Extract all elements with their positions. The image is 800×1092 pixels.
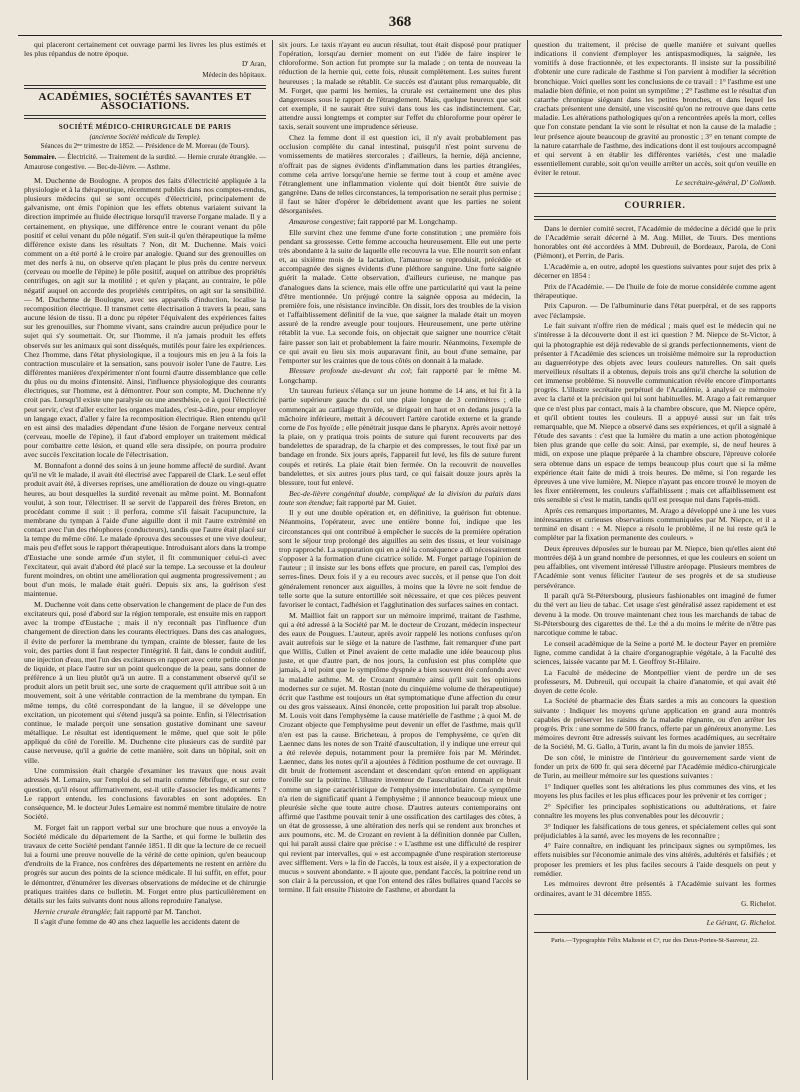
paragraph: six jours. Le taxis n'ayant eu aucun résultat, tout était disposé pour pratiquer l'opération, lorsqu'au dernier moment on eut l'idée de faire inspirer le chloroforme. Son action fut prompte sur la malade ; on tenta de nouveau la réduction de la hernie qui, cette fois, réussit complètement. Les suites furent heureuses ; la malade se rétablit. Ce succès est d'autant plus remarquable, dit M. Forget, que parmi les hernies, la crurale est certainement une des plus dangereuses sous le rapport de l'étranglement. Mais, quelque heureux que soit cet exemple, il ne saurait être suivi dans tous les cas indistinctement. Car, attendre aussi longtemps et compter sur l'effet du chloroforme pour opérer le taxis, serait souvent une imprudence sérieuse.	[279, 40, 521, 132]
society-name: SOCIÉTÉ MÉDICO-CHIRURGICALE DE PARIS	[58, 122, 232, 131]
paragraph: Il paraît qu'à St-Pétersbourg, plusieurs fashionables ont imaginé de fumer du thé vert au lieu de tabac. Cet usage s'est généralisé assez rapidement et est devenu à la mode. On trouve maintenant chez tous les marchands de tabac de St-Pétersbourg des cigarettes de thé. Le thé a du moins le mérite de n'être pas narcotique comme le tabac.	[534, 591, 776, 637]
paragraph: 2° Spécifier les principales sophistications ou adultérations, et faire connaître les moyens les plus convenables pour les découvrir ;	[534, 801, 776, 820]
paragraph: Un taureau furieux s'élança sur un jeune homme de 14 ans, et lui fit à la partie supérieure gauche du col une plaie longue de 3 centimètres ; elle commençait au cartilage thyroïde, se dirigeait en haut et en dedans jusqu'à la mâchoire inférieure, mettait à découvert l'artère carotide externe et la grande corne de l'os hyoïde ; elle pénétrait jusque dans le pharynx. Après avoir nettoyé la plaie, on y pratiqua trois points de suture qui furent recouverts par des bandelettes de sparadrap, de la charpie et des compresses, le tout fixé par un bandage en fronde. Six jours après, l'appareil fut levé, les fils de suture furent coupés et retirés. La plaie était bien fermée. On la recouvrit de nouvelles bandelettes, et six autres jours plus tard, ce qui faisait douze jours après la blessure, tout fut enlevé.	[279, 386, 521, 487]
subheading-hernie	[24, 907, 266, 916]
bec-title: Bec-de-lièvre congénital double, compliqué de la division du palais dans toute son étendue	[279, 488, 521, 507]
amaurose-title: Amaurose congestive	[289, 216, 354, 226]
intro-text: qui placeront certainement cet ouvrage parmi les livres les plus estimés et les plus répandus de notre époque.	[24, 40, 266, 59]
footer-rule-2	[534, 932, 776, 933]
columns	[18, 40, 782, 1080]
paragraph: Une commission était chargée d'examiner les travaux que nous avait adressés M. Lemaire, sur l'emploi du sel marin comme fébrifuge, et sur cette question, qu'il résout affirmativement, est-il utile d'associer les médicaments ? Le rapport entendu, les conclusions favorables en sont adoptées. En conséquence, M. le docteur Jules Lemaire est nommé membre titulaire de notre Société.	[24, 766, 266, 821]
paragraph: M. Bonnafont a donné des soins à un jeune homme affecté de surdité. Avant qu'il ne vît le malade, il avait été électrisé avec l'appareil de Clark. Le seul effet produit avait été, à diverses reprises, une amélioration de douze ou vingt-quatre heures, au bout desquelles la surdité revenait au même point. M. Bonnafont voulut, à son tour, l'électriser. Il se servit de l'appareil des frères Breton, en procédant comme il suit : il perfora, comme s'il faisait l'acupuncture, la membrane du tympan à l'aide d'une aiguille dont il mit l'autre extrémité en contact avec l'un des rhéophores (conducteurs), tandis que l'autre était placé sur la tempe du même côté. Le malade éprouva des secousses et une vive douleur, mais peu d'effet sous le rapport thérapeutique. Introduisant alors dans la trompe d'Eustache une sonde armée d'un stylet, il fit communiquer celui-ci avec l'excitateur, qui avait d'abord été placé sur la tempe. La secousse et la douleur furent moindres, on obtint une amélioration qui augmenta progressivement ; au bout d'un mois, le malade était guéri. Depuis six ans, la guérison s'est maintenue.	[24, 461, 266, 599]
paragraph: Après ces remarques importantes, M. Arago a développé une à une les vues intéressantes et curieuses observations communiquées par M. Niepce, et il a terminé en disant : « M. Niepce a résolu le problème, il ne lui reste qu'à le compléter par la fixation permanente des couleurs. »	[534, 505, 776, 543]
courrier-rule	[534, 193, 776, 197]
paragraph: Le conseil académique de la Seine a porté M. le docteur Payer en première ligne, comme candidat à la chaire d'organographie végétale, à la Faculté des sciences, laissée vacante par M. I. Geoffroy St-Hilaire.	[534, 638, 776, 666]
section-title: ACADÉMIES, SOCIÉTÉS SAVANTES ET ASSOCIATIONS.	[38, 90, 252, 112]
hernie-title: Hernie crurale étranglée	[34, 906, 110, 916]
paragraph: M. Duchenne de Boulogne. A propos des faits d'électricité appliquée à la physiologie et à la thérapeutique, récemment publiés dans nos comptes-rendus, plusieurs médecins qui se sont occupés d'électricité, principalement de galvanisme, ont émis l'opinion que les effets obtenus variaient suivant la direction imprimée au fluide électrique lorsqu'il traverse l'organe malade. Il y a certainement, en physique, une différence entre le courant venant du pôle positif et celui venant du pôle négatif. S'en suit-il qu'en thérapeutique la même différence existe dans les résultats ? Non, dit M. Duchenne. Mais voici comment on a été porté à le croire par analogie. Quand sur des grenouilles on met des nerfs à nu, on observe qu'en plaçant le plus près du centre nerveux (cerveau ou moelle de l'épine) le pôle positif, auquel on attribue des propriétés centrifuges, on agit sur la motilité ; et qu'en y plaçant, au contraire, le pôle négatif auquel on accorde des propriétés centripètes, on agit sur la sensibilité. — M. Duchenne de Boulogne, avec ses appareils d'induction, localise la recomposition électrique. Il transmet cette électrisation à travers la peau, sans aucune lésion de tissu. Il a donc pu répéter l'équivalent des expériences faites sur les grenouilles, sur l'homme vivant, sans craindre aucun préjudice pour le sujet qui s'y soumettait. Or, sur l'homme, il n'a jamais produit les effets observés sur les animaux qui sont disséqués, mutilés pour faire les expériences. Chez l'homme, dans l'état physiologique, il a toujours mis en jeu à la fois la contraction musculaire et la sensation, sans pouvoir isoler l'une de l'autre. Les différentes manières d'expérimenter n'ont fourni d'autre dissemblance que celle du plus ou du moins d'intensité. Ainsi, l'influence physiologique des courants électriques, sur l'homme, est à démontrer. Pour son compte, M. Duchenne n'y croit pas. Lorsqu'il existe une paralysie ou une anesthésie, ce à quoi l'électricité peut servir, c'est d'aller exciter les organes malades, c'est-à-dire, pour employer un langage exact, d'aller y faire la recomposition électrique. Rien entendu qu'il en est ainsi des maladies dépendant d'une lésion de l'organe nerveux central (cerveau, moelle de l'épine), il faut d'abord employer un traitement médical pour combattre cette lésion, et quand elle sera dissipée, on pourra produire avec succès l'excitation locale de l'électrisation.	[24, 175, 266, 460]
paragraph: Le fait suivant n'offre rien de médical ; mais quel est le médecin qui ne s'intéresse à la découverte dont il est ici question ? M. Niepce de St-Victor, à qui la photographie est déjà redevable de si grands perfectionnements, vient de présenter à l'Académie des sciences un troisième mémoire sur la reproduction au daguerréotype des objets avec leurs couleurs naturelles. On sait quels merveilleux résultats il a obtenus, depuis trois ans qu'il cherche la solution de cet immense problème. Si nouvelle communication révèle encore d'importants progrès. L'illustre secrétaire perpétuel de l'Académie, à analysé ce mémoire avec la clarté et la précision qui lui sont habituelles. M. Arago a fait remarquer que ce n'est plus par contact, mais à la chambre obscure, que M. Niepce opère, et qu'il obtient toutes les couleurs. Il a appuyé aussi sur un fait très remarquable, que M. Niepce a observé dans ses expériences, et qu'il a signalé à l'étude des savants : c'est que la lumière du matin a une action photogénique bien plus grande que celle du soir. Ainsi, par exemple, si, de neuf heures à midi, on expose une plaque préparée à la chambre obscure, l'épreuve colorée sera obtenue dans un espace de temps beaucoup plus court que si la même expérience était faite de midi à trois heures. De même, si l'on regarde les épreuves à une vive lumière, M. Niepce n'ayant pas encore trouvé le moyen de les fixer entièrement, les couleurs s'affaiblissent ; mais cet affaiblissement est très sensible si c'est le matin, tandis qu'il est presque nul dans l'après-midi.	[534, 321, 776, 505]
top-rule	[18, 35, 782, 36]
paragraph: Chez la femme dont il est question ici, il n'y avait probablement pas occlusion complète du canal intestinal, puisqu'il n'est point survenu de vomissements de matières stercorales ; d'ailleurs, la hernie, déjà ancienne, n'offrait pas de signes évidents d'inflammation dans les parties étranglées, comme cela arrive lorsqu'une hernie se ferme tout à coup et amène avec l'étranglement une inflammation violente qui doit bientôt être suivie de gangrène. Dans de telles circonstances, la temporisation ne serait plus permise ; il faut se hâter d'opérer le débridement avant que les parties ne soient désorganisées.	[279, 133, 521, 216]
paragraph: La Faculté de médecine de Montpellier vient de perdre un de ses professeurs, M. Dubreuil, qui occupait la chaire d'anatomie, et qui avait été doyen de cette école.	[534, 667, 776, 695]
paragraph: M. Mailliot fait un rapport sur un mémoire imprimé, traitant de l'asthme, qui a été adressé à la Société par M. le docteur de Crozant, médecin inspecteur des eaux de Pougues. L'auteur, après avoir rappelé les notions confuses qu'on avait autrefois sur le siège et la nature de l'asthme, fait remarquer d'une part que Willis, Cullen et Pinel avaient de cette maladie une idée beaucoup plus juste, et que d'autre part, de nos jours, la confusion est plus complète que jamais, à tel point que le symptôme dyspnée a bien souvent été confondu avec la maladie asthme. M. de Crozant énumère ainsi qu'il suit les opinions modernes sur ce sujet. M. Rostan (note du cinquième volume de thérapeutique) écrit que l'asthme est toujours un état symptomatique d'une affection du cœur ou des gros vaisseaux. Ainsi énoncée, cette proposition lui paraît trop absolue. M. Louis voit dans l'emphysème la cause matérielle de l'asthme ; à quoi M. de Crozant objecte que l'emphysème peut devenir un effet de l'asthme, mais qu'il n'en est pas la cause. Bricheteau, à propos de l'emphysème, ce qu'en dit Laennec dans les notes de son Traité d'auscultation, il y indique une erreur qui a été relevée depuis, notamment pour la première fois par M. Mérindet. Laennec, dans les notes qu'il a ajoutées à l'édition posthume de cet ouvrage. Il dit bruit de frottement ascendant et descendant qu'on entend en appliquant l'oreille sur la poitrine. L'illustre inventeur de l'auscultation donnait ce bruit comme un signe caractéristique de l'emphysème interlobulaire. Ce symptôme n'a rien de significatif quant à l'emphysème ; il annonce beaucoup mieux une pleurésie sèche que toute autre chose. D'autres auteurs contemporains ont affirmé que l'asthme pouvait tenir à une ossification des cartilages des côtes, à un état de grossesse, à une altération des nerfs qui se rendent aux bronches et aux poumons, etc. M. de Crozant en revient à la définition donnée par Cullen, qui lui paraît aussi claire que précise : « L'asthme est une difficulté de respirer qui revient par intervalles, qui » est accompagnée d'une respiration stertoreuse avec sifflement. Vers » la fin de l'accès, la toux est aisée, il y a expectoration de mucus » souvent abondante. » Il ajoute que, pendant l'accès, la poitrine rend un son clair à la percussion, et que l'on entend des râles bullaires quand l'accès se termine. Il fait ensuite l'histoire de l'asthme, et abordant la	[279, 610, 521, 895]
paragraph: De son côté, le ministre de l'intérieur du gouvernement sarde vient de fonder un prix de 600 fr. qui sera décerné par l'Académie médico-chirurgicale de Turin, au meilleur mémoire sur les questions suivantes :	[534, 752, 776, 781]
courrier-title: COURRIER.	[624, 200, 686, 211]
bec-suffix: ; fait rapporté par M. Guiet.	[332, 497, 417, 507]
column-2	[272, 40, 527, 1080]
paragraph: M. Duchenne voit dans cette observation le changement de place de l'un des excitateurs qui, posé d'abord sur la région temporale, est ensuite mis en rapport avec la trompe d'Eustache ; mais il n'y reconnaît pas l'influence d'un changement de direction dans les courants électriques. Dans des cas analogues, il évite de perforer la membrane du tympan, crainte de blesser, faute de les voir, des parties dont il faut respecter l'intégrité. Il fait, dans le conduit auditif, une injection d'eau, met l'un des excitateurs en rapport avec cette petite colonne de liquide, et place l'autre sur un point quelconque de la peau, sans donner de préférence à un lieu plutôt qu'à un autre. Il a constamment observé qu'il se produit alors un petit bruit sec, une sorte de craquement qu'il attribue soit à un mouvement, soit à une véritable contraction de la membrane du tympan. En même temps, du côté correspondant de la langue, il se développe une excitation, un picotement qui s'étend jusqu'à sa pointe. Enfin, si l'électrisation continue, le malade perçoit une sensation gustative dominant une saveur métallique. Le résultat est identiquement le même, quel que soit le pôle appliqué du côté de l'oreille. M. Duchenne cite plusieurs cas de surdité par cause nerveuse, qu'il a guérie de cette manière, soit dans un hôpital, soit en ville.	[24, 599, 266, 765]
imprint-line: Paris.—Typographie Félix Malteste et Cᵉ, rue des Deux-Portes-St-Sauveur, 22.	[551, 937, 759, 945]
secretary-signature: Le secrétaire-général, D' Collomb.	[675, 179, 776, 188]
session-line: Séances du 2ᵐᵉ trimestre de 1852. — Présidence de M. Moreau (de Tours).	[40, 142, 250, 151]
paragraph: L'Académie a, en outre, adopté les questions suivantes pour sujet des prix à décerner en 1854 :	[534, 261, 776, 280]
sommaire	[24, 153, 266, 171]
paragraph: Dans le dernier comité secret, l'Académie de médecine a décidé que le prix de l'Académie serait décerné à M. Aug. Millet, de Tours. Des mentions honorables ont été accordées à MM. Dubreuil, de Bordeaux, Parola, de Coni (Piémont), et Perrin, de Paris.	[534, 223, 776, 261]
paragraph: Il s'agit d'une femme de 40 ans chez laquelle les accidents datent de	[34, 917, 240, 927]
courrier-rule-2	[534, 216, 776, 220]
intro-signature-role: Médecin des hôpitaux.	[202, 71, 266, 80]
sommaire-text: — Électricité. — Traitement de la surdité. — Hernie crurale étranglée. — Amaurose congestive. — Bec-de-lièvre. — Asthme.	[24, 153, 266, 171]
footer-rule	[534, 914, 776, 915]
amaurose-suffix: ; fait rapporté par M. Longchamp.	[353, 216, 458, 226]
paragraph: Prix de l'Académie. — De l'huile de foie de morue considérée comme agent thérapeutique.	[534, 281, 776, 300]
society-subtitle: (ancienne Société médicale du Temple).	[89, 133, 201, 142]
subheading-bec	[279, 489, 521, 507]
paragraph: 1° Indiquer quelles sont les altérations les plus communes des vins, et les moyens les plus faciles et les plus efficaces pour les prévenir et les corriger ;	[534, 781, 776, 801]
intro-signature: D' Aran,	[241, 60, 266, 69]
blessure-title: Blessure profonde au-devant du col	[289, 366, 410, 376]
paragraph: Deux épreuves déposées sur le bureau par M. Niepce, bien qu'elles aient été montrées déjà à un grand nombre de personnes, et que les couleurs en soient un peu affaiblies, ont vivement intéressé l'illustre aréopage. Plusieurs membres de l'Académie sont venus féliciter l'auteur de ses progrès et de sa studieuse persévérance.	[534, 543, 776, 590]
paragraph: Il y eut une double opération et, en définitive, la guérison fut obtenue. Néanmoins, l'opérateur, avec une entière bonne foi, indique que les circonstances qui ont contribué à empêcher le succès de la première opération sont le séjour trop prolongé des aiguilles au sein des tissus, et leur voisinage trop rapproché. La suppuration qui en a été la conséquence a dû nécessairement s'opposer à la formation d'une cicatrice solide. M. Forget partage l'opinion de l'auteur ; il insiste sur les bons effets que procure, en pareil cas, l'emploi des serres-fines. Deux fois il y a eu recours avec succès, et il pense que l'on doit généralement renoncer aux aiguilles, à moins que la lèvre ne soit fendue de telle sorte que la suture entortillée soit nécessaire, et que ces pièces peuvent favoriser le contact, l'adhésion et l'agglutination des surfaces saines en contact.	[279, 508, 521, 609]
page-number: 368	[388, 14, 412, 30]
paragraph: 3° Indiquer les falsifications de tous genres, et spécialement celles qui sont préjudiciables à la santé, avec les moyens de les reconnaître ;	[534, 821, 776, 840]
paragraph: La Société de pharmacie des États sardes a mis au concours la question suivante : Indiquer les moyens qu'une application en grand aura montrés capables de préserver les raisins de la maladie régnante, ou d'en arrêter les progrès. Prix : une somme de 500 francs, offerte par un généreux anonyme. Les mémoires devront être adressés suivant les formes académiques, au secrétaire de la Société, M. G. Gallo, à Turin, avant la fin du mois de janvier 1855.	[534, 696, 776, 752]
courrier-signature: G. Richelot.	[741, 899, 776, 908]
hernie-suffix: ; fait rapporté par M. Tanchot.	[109, 906, 202, 916]
paragraph: M. Forget fait un rapport verbal sur une brochure que nous a envoyée la Société médicale du département de la Sarthe, et qui forme le bulletin des travaux de cette Société pendant l'année 1851. Il dit que la lecture de ce recueil lui a fourni une preuve nouvelle de la vérité de cette opinion, qu'en beaucoup d'endroits de la France, nos confrères des départements ne restent en arrière du progrès sur aucun des points de la science médicale. Il lui suffit, en effet, pour le démontrer, d'énumérer les diverses observations de médecine et de chirurgie pratiques traitées dans ce bulletin. M. Forget entre plus particulièrement en détails sur les faits suivants dont nous allons reproduire l'analyse.	[24, 822, 266, 905]
paragraph: Les mémoires devront être présentés à l'Académie suivant les formes ordinaires, avant le 31 décembre 1855.	[534, 879, 776, 898]
sommaire-label: Sommaire.	[24, 153, 57, 162]
section-rule-2	[24, 115, 266, 119]
section-rule	[24, 85, 266, 89]
paragraph: 4° Faire connaître, en indiquant les principaux signes ou symptômes, les effets nuisibles sur l'économie animale des vins altérés, adultérés et falsifiés ; et proposer les premiers et les plus faciles secours à l'aide desquels on peut y remédier.	[534, 841, 776, 878]
paragraph: Elle survint chez une femme d'une forte constitution ; une première fois pendant sa grossesse. Cette femme accoucha heureusement. Elle eut une perte très abondante à la suite de laquelle elle recouvra la vue. Elle nourrit son enfant et, au sixième mois de la lactation, l'amaurose se reproduisit, précédée et accompagnée des signes évidents d'une pléthore sanguine. Une forte saignée guérit la malade. Cette observation, d'ailleurs curieuse, ne manque pas d'analogues dans la science, mais elle offre une particularité qui vaut la peine d'être mentionnée. Un préjugé contre la saignée opposa au médecin, la première fois, une résistance invincible. On dissit, lors des troubles de la vision et l'affaiblissement définitif de la vue, que saigner la malade était un moyen assuré de la rendre aveugle pour toujours. Heureusement, une perte utérine rétablit la vue. La seconde fois, on objectait que saigner une nourrice c'était faire passer son lait et probablement la faire mourir. Néanmoins, l'exemple de ce qui avait eu lieu six mois auparavant finit, au bout d'une semaine, par l'emporter sur les craintes que de tous côtés on donnait à la malade.	[279, 227, 521, 365]
gerant-line: Le Gérant, G. Richelot.	[706, 917, 776, 927]
paragraph: question du traitement, il précise de quelle manière et suivant quelles indications il convient d'employer les antispasmodiques, la saignée, les vomitifs à dose fractionnée, et les expectorants. Il insiste sur la possibilité d'obtenir une cure radicale de l'asthme si l'on parvient à modifier la sécrétion bronchique. Voici quelles sont les conclusions de ce travail : 1° l'asthme est une maladie bien définie, et non point un symptôme ; 2° l'asthme est le résultat d'un catarrhe chronique siégeant dans les petites bronches, et dans lequel les crachats présentent une densité, une viscosité qu'on ne retrouve que dans cette maladie. Les altérations pathologiques qu'on a rencontrées après la mort, celles que l'on constate pendant la vie sont le résultat et non la cause de la maladie ; leur présence ajoute beaucoup de gravité au pronostic ; 3° en tenant compte de la nature catarrhale de l'asthme, des indications dont il est toujours accompagné et qui servent à en établir les différentes variétés, c'est une maladie essentiellement curable, soit qu'on veuille arrêter un accès, soit qu'on veuille en éviter le retour.	[534, 40, 776, 178]
blessure-suffix: ; fait rapporté par le même M. Longchamp.	[279, 366, 521, 385]
subheading-amaurose	[279, 217, 521, 226]
subheading-blessure	[279, 366, 521, 384]
paragraph: Prix Capuron. — De l'albuminurie dans l'état puerpéral, et de ses rapports avec l'éclampsie.	[534, 301, 776, 320]
column-1	[18, 40, 272, 1080]
column-3	[527, 40, 782, 1080]
